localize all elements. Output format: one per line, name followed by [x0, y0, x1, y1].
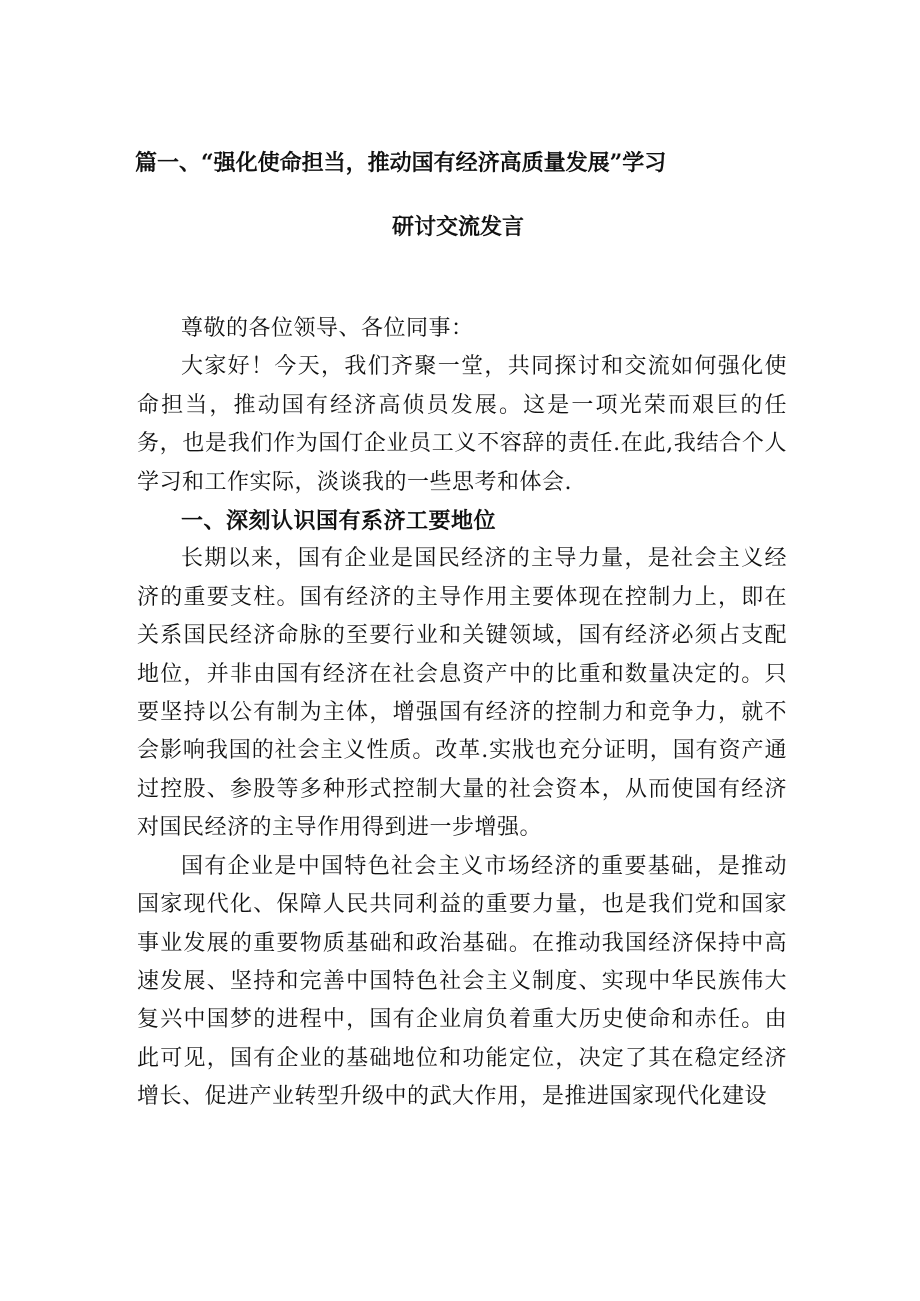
- document-title-line-1: 篇一、“强化使命担当，推动国有经济高质量发展”学习: [135, 150, 667, 176]
- paragraph-state-enterprise-foundation: 国有企业是中国特色社会主义市场经济的重要基础，是推动国家现代化、保障人民共同利益的重要力量，也是我们党和国家事业发展的重要物质基础和政治基础。在推动我国经济保持中高速发展、坚持和完善中国特色社会主义制度、实现中华民族伟大复兴中国梦的进程中，国有企业肩负着重大历史使命和赤任。由此可见，国有企业的基础地位和功能定位，决定了其在稳定经济增长、促进产业转型升级中的武大作用，是推进国家现代化建设: [137, 853, 787, 1110]
- section-heading-1: 一、深刻认识国有系济工要地位: [181, 508, 497, 535]
- document-title-line-2: 研讨交流发言: [392, 214, 525, 240]
- document-body: [137, 310, 787, 1117]
- salutation: 尊敬的各位领导、各位同事：: [181, 316, 474, 341]
- paragraph-greeting: 大家好！今天，我们齐聚一堂，共同探讨和交流如何强化使命担当，推动国有经济高侦员发展。这是一项光荣而艰巨的任务，也是我们作为国仃企业员工义不容辞的责任.在此,我结合个人学习和工作实际，淡谈我的一些思考和体会.: [137, 354, 787, 495]
- paragraph-state-economy-role: 长期以来，国有企业是国民经济的主导力量，是社会主义经济的重要支柱。国有经济的主导作用主要体现在控制力上，即在关系国民经济命脉的至要行业和关键领域，国有经济必须占支配地位，并非由国有经济在社会息资产中的比重和数量决定的。只要坚持以公有制为主体，增强国有经济的控制力和竞争力，就不会影响我国的社会主义性质。改革.实戕也充分证明，国有资产通过控股、参股等多种形式控制大量的社会资本，从而使国有经济对国民经济的主导作用得到进一步增强。: [137, 546, 787, 841]
